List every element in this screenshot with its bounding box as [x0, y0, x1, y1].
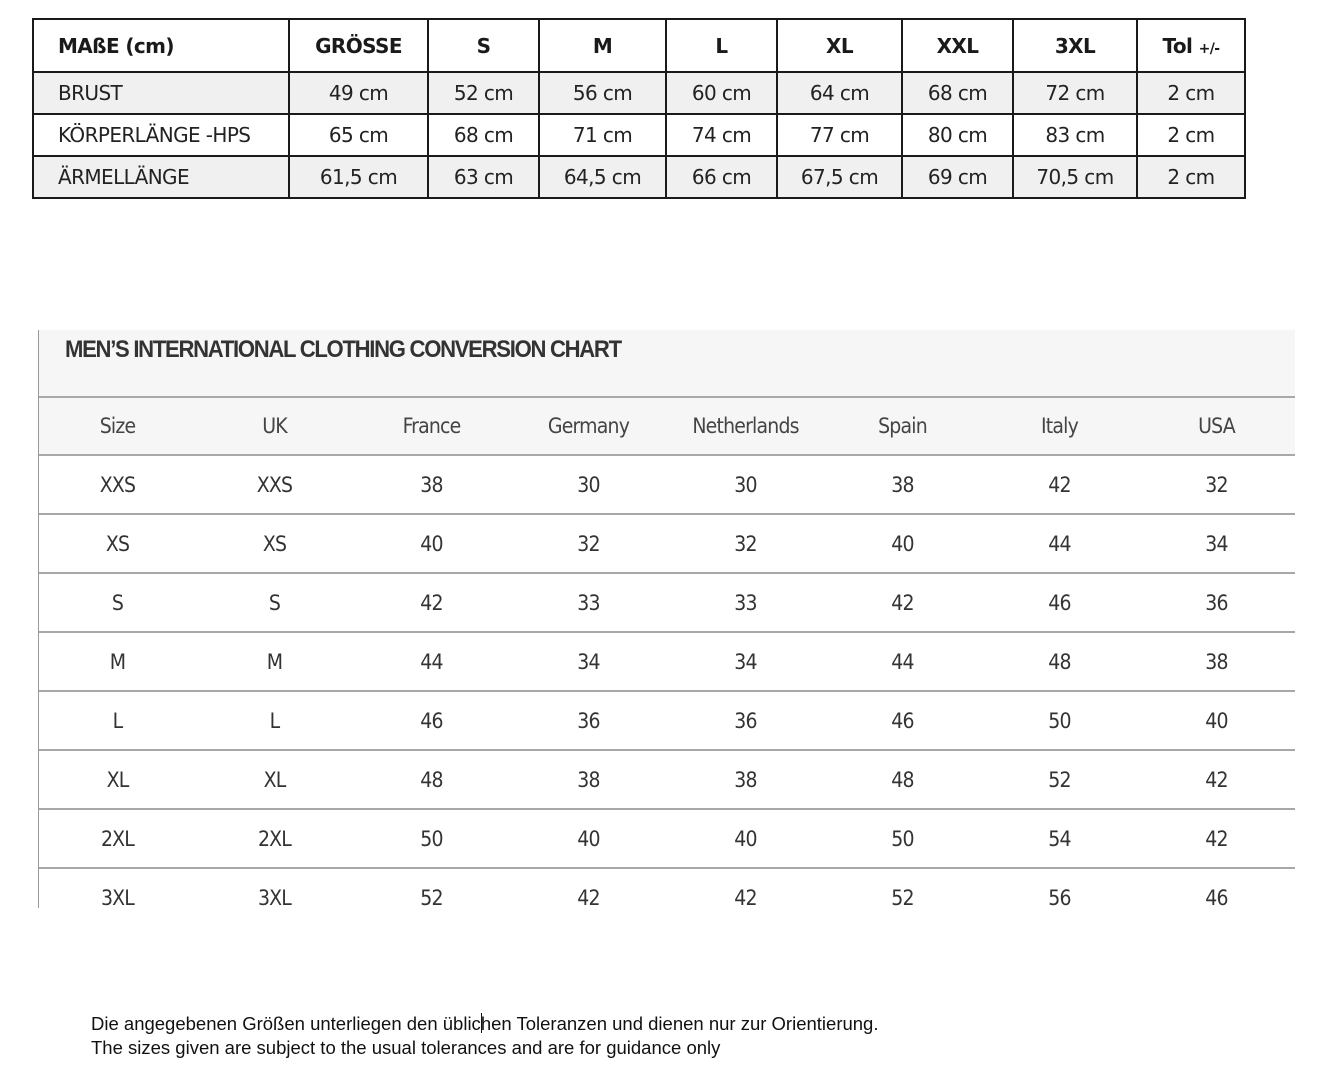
measurement-value: 66 cm: [666, 156, 777, 198]
conversion-table: [39, 398, 1295, 926]
conversion-row: [39, 809, 1295, 868]
measurement-row: [33, 156, 1245, 198]
conversion-cell: S: [196, 573, 353, 632]
conversion-cell: 50: [353, 809, 510, 868]
measurement-row: [33, 72, 1245, 114]
measurement-value: 63 cm: [428, 156, 539, 198]
conversion-cell: 54: [981, 809, 1138, 868]
conversion-row: [39, 455, 1295, 514]
conversion-cell: L: [196, 691, 353, 750]
conversion-cell: 46: [353, 691, 510, 750]
measurement-row: [33, 114, 1245, 156]
conversion-cell: 48: [981, 632, 1138, 691]
measurement-value: 69 cm: [902, 156, 1013, 198]
conversion-cell: 33: [510, 573, 667, 632]
conversion-cell: XL: [39, 750, 196, 809]
conversion-row: [39, 632, 1295, 691]
measurement-value: 2 cm: [1137, 114, 1245, 156]
conversion-cell: 42: [1138, 809, 1295, 868]
conversion-cell: 48: [824, 750, 981, 809]
measurement-value: 2 cm: [1137, 156, 1245, 198]
measurement-label: KÖRPERLÄNGE -HPS: [33, 114, 289, 156]
conversion-cell: 50: [824, 809, 981, 868]
conversion-cell: 40: [667, 809, 824, 868]
header-size-l: L: [666, 19, 777, 72]
header-size-xxl: XXL: [902, 19, 1013, 72]
measurement-table: [32, 18, 1246, 199]
conversion-cell: 30: [510, 455, 667, 514]
measurement-value: 68 cm: [428, 114, 539, 156]
conversion-header-usa: USA: [1138, 398, 1295, 455]
conversion-cell: 52: [981, 750, 1138, 809]
measurement-value: 77 cm: [777, 114, 902, 156]
conversion-cell: 56: [1048, 885, 1071, 910]
conversion-header-row: [39, 398, 1295, 455]
conversion-cell: 38: [1138, 632, 1295, 691]
measurement-label: ÄRMELLÄNGE: [33, 156, 289, 198]
measurement-value: 64,5 cm: [539, 156, 666, 198]
conversion-cell: 40: [353, 514, 510, 573]
conversion-cell: 36: [1138, 573, 1295, 632]
measurement-value: 68 cm: [902, 72, 1013, 114]
header-size-m: M: [539, 19, 666, 72]
conversion-cell: 40: [510, 809, 667, 868]
conversion-cell: 38: [824, 455, 981, 514]
conversion-cell: 33: [667, 573, 824, 632]
conversion-cell: XL: [196, 750, 353, 809]
conversion-cell: 30: [667, 455, 824, 514]
conversion-cell: 50: [981, 691, 1138, 750]
footnote-german-part1: Die angegebenen Größen unterliegen den üblic: [91, 1013, 481, 1034]
conversion-header-uk: UK: [196, 398, 353, 455]
measurement-value: 52 cm: [428, 72, 539, 114]
conversion-cell: XS: [196, 514, 353, 573]
conversion-row: [39, 573, 1295, 632]
header-groesse: GRÖSSE: [289, 19, 428, 72]
footnote-english: The sizes given are subject to the usual tolerances and are for guidance only: [91, 1037, 721, 1058]
conversion-cell: S: [39, 573, 196, 632]
conversion-header-germany: Germany: [510, 398, 667, 455]
conversion-cell: 52: [420, 885, 443, 910]
conversion-cell: 46: [824, 691, 981, 750]
header-size-s: S: [428, 19, 539, 72]
conversion-header-italy: Italy: [981, 398, 1138, 455]
measurement-value: 49 cm: [289, 72, 428, 114]
conversion-cell: 2XL: [196, 809, 353, 868]
conversion-cell: 46: [1205, 885, 1228, 910]
conversion-row: [39, 514, 1295, 573]
conversion-cell: 52: [891, 885, 914, 910]
conversion-row: [39, 868, 1295, 926]
conversion-cell: 2XL: [39, 809, 196, 868]
conversion-title: MEN’S INTERNATIONAL CLOTHING CONVERSION CHART: [65, 336, 621, 363]
measurement-value: 67,5 cm: [777, 156, 902, 198]
conversion-cell: M: [196, 632, 353, 691]
footnote-german: [91, 1012, 879, 1036]
conversion-cell: 44: [353, 632, 510, 691]
conversion-cell: 42: [577, 885, 600, 910]
header-tolerance: [1137, 19, 1245, 72]
conversion-cell: 38: [667, 750, 824, 809]
measurement-value: 72 cm: [1013, 72, 1137, 114]
conversion-cell: 44: [824, 632, 981, 691]
conversion-cell: 40: [824, 514, 981, 573]
header-masse: MAßE (cm): [33, 19, 289, 72]
conversion-row: [39, 691, 1295, 750]
conversion-cell: 34: [510, 632, 667, 691]
measurement-value: 83 cm: [1013, 114, 1137, 156]
conversion-cell: 42: [353, 573, 510, 632]
conversion-cell: 42: [981, 455, 1138, 514]
conversion-chart: [38, 330, 1295, 908]
footnote-german-part2: hen Toleranzen und dienen nur zur Orientierung.: [480, 1013, 879, 1034]
measurement-value: 2 cm: [1137, 72, 1245, 114]
measurement-value: 56 cm: [539, 72, 666, 114]
conversion-cell: 32: [510, 514, 667, 573]
measurement-value: 65 cm: [289, 114, 428, 156]
measurement-label: BRUST: [33, 72, 289, 114]
conversion-row: [39, 750, 1295, 809]
conversion-cell: 34: [1138, 514, 1295, 573]
conversion-cell: 46: [981, 573, 1138, 632]
measurement-value: 60 cm: [666, 72, 777, 114]
conversion-cell: 38: [510, 750, 667, 809]
measurement-value: 70,5 cm: [1013, 156, 1137, 198]
conversion-cell: XXS: [39, 455, 196, 514]
conversion-cell: 40: [1138, 691, 1295, 750]
conversion-cell: 42: [1138, 750, 1295, 809]
conversion-cell: 44: [981, 514, 1138, 573]
conversion-cell: XXS: [196, 455, 353, 514]
conversion-cell: 36: [510, 691, 667, 750]
conversion-title-bar: [39, 330, 1295, 398]
conversion-cell: M: [39, 632, 196, 691]
header-tolerance-label: Tol: [1162, 33, 1193, 58]
conversion-cell: 34: [667, 632, 824, 691]
conversion-header-netherlands: Netherlands: [667, 398, 824, 455]
footnote: [91, 1012, 879, 1060]
measurement-value: 74 cm: [666, 114, 777, 156]
header-tolerance-sign: +/-: [1198, 40, 1220, 57]
header-size-xl: XL: [777, 19, 902, 72]
header-size-3xl: 3XL: [1013, 19, 1137, 72]
conversion-cell: 36: [667, 691, 824, 750]
conversion-cell: XS: [39, 514, 196, 573]
measurement-value: 64 cm: [777, 72, 902, 114]
conversion-cell: 38: [353, 455, 510, 514]
conversion-header-size: Size: [39, 398, 196, 455]
conversion-header-spain: Spain: [824, 398, 981, 455]
measurement-value: 80 cm: [902, 114, 1013, 156]
conversion-cell: L: [39, 691, 196, 750]
conversion-cell: 3XL: [100, 885, 135, 910]
conversion-cell: 42: [734, 885, 757, 910]
conversion-cell: 32: [1138, 455, 1295, 514]
measurement-header-row: [33, 19, 1245, 72]
conversion-cell: 48: [353, 750, 510, 809]
conversion-cell: 32: [667, 514, 824, 573]
conversion-cell: 3XL: [257, 885, 292, 910]
conversion-cell: 42: [824, 573, 981, 632]
conversion-header-france: France: [353, 398, 510, 455]
measurement-value: 71 cm: [539, 114, 666, 156]
measurement-value: 61,5 cm: [289, 156, 428, 198]
